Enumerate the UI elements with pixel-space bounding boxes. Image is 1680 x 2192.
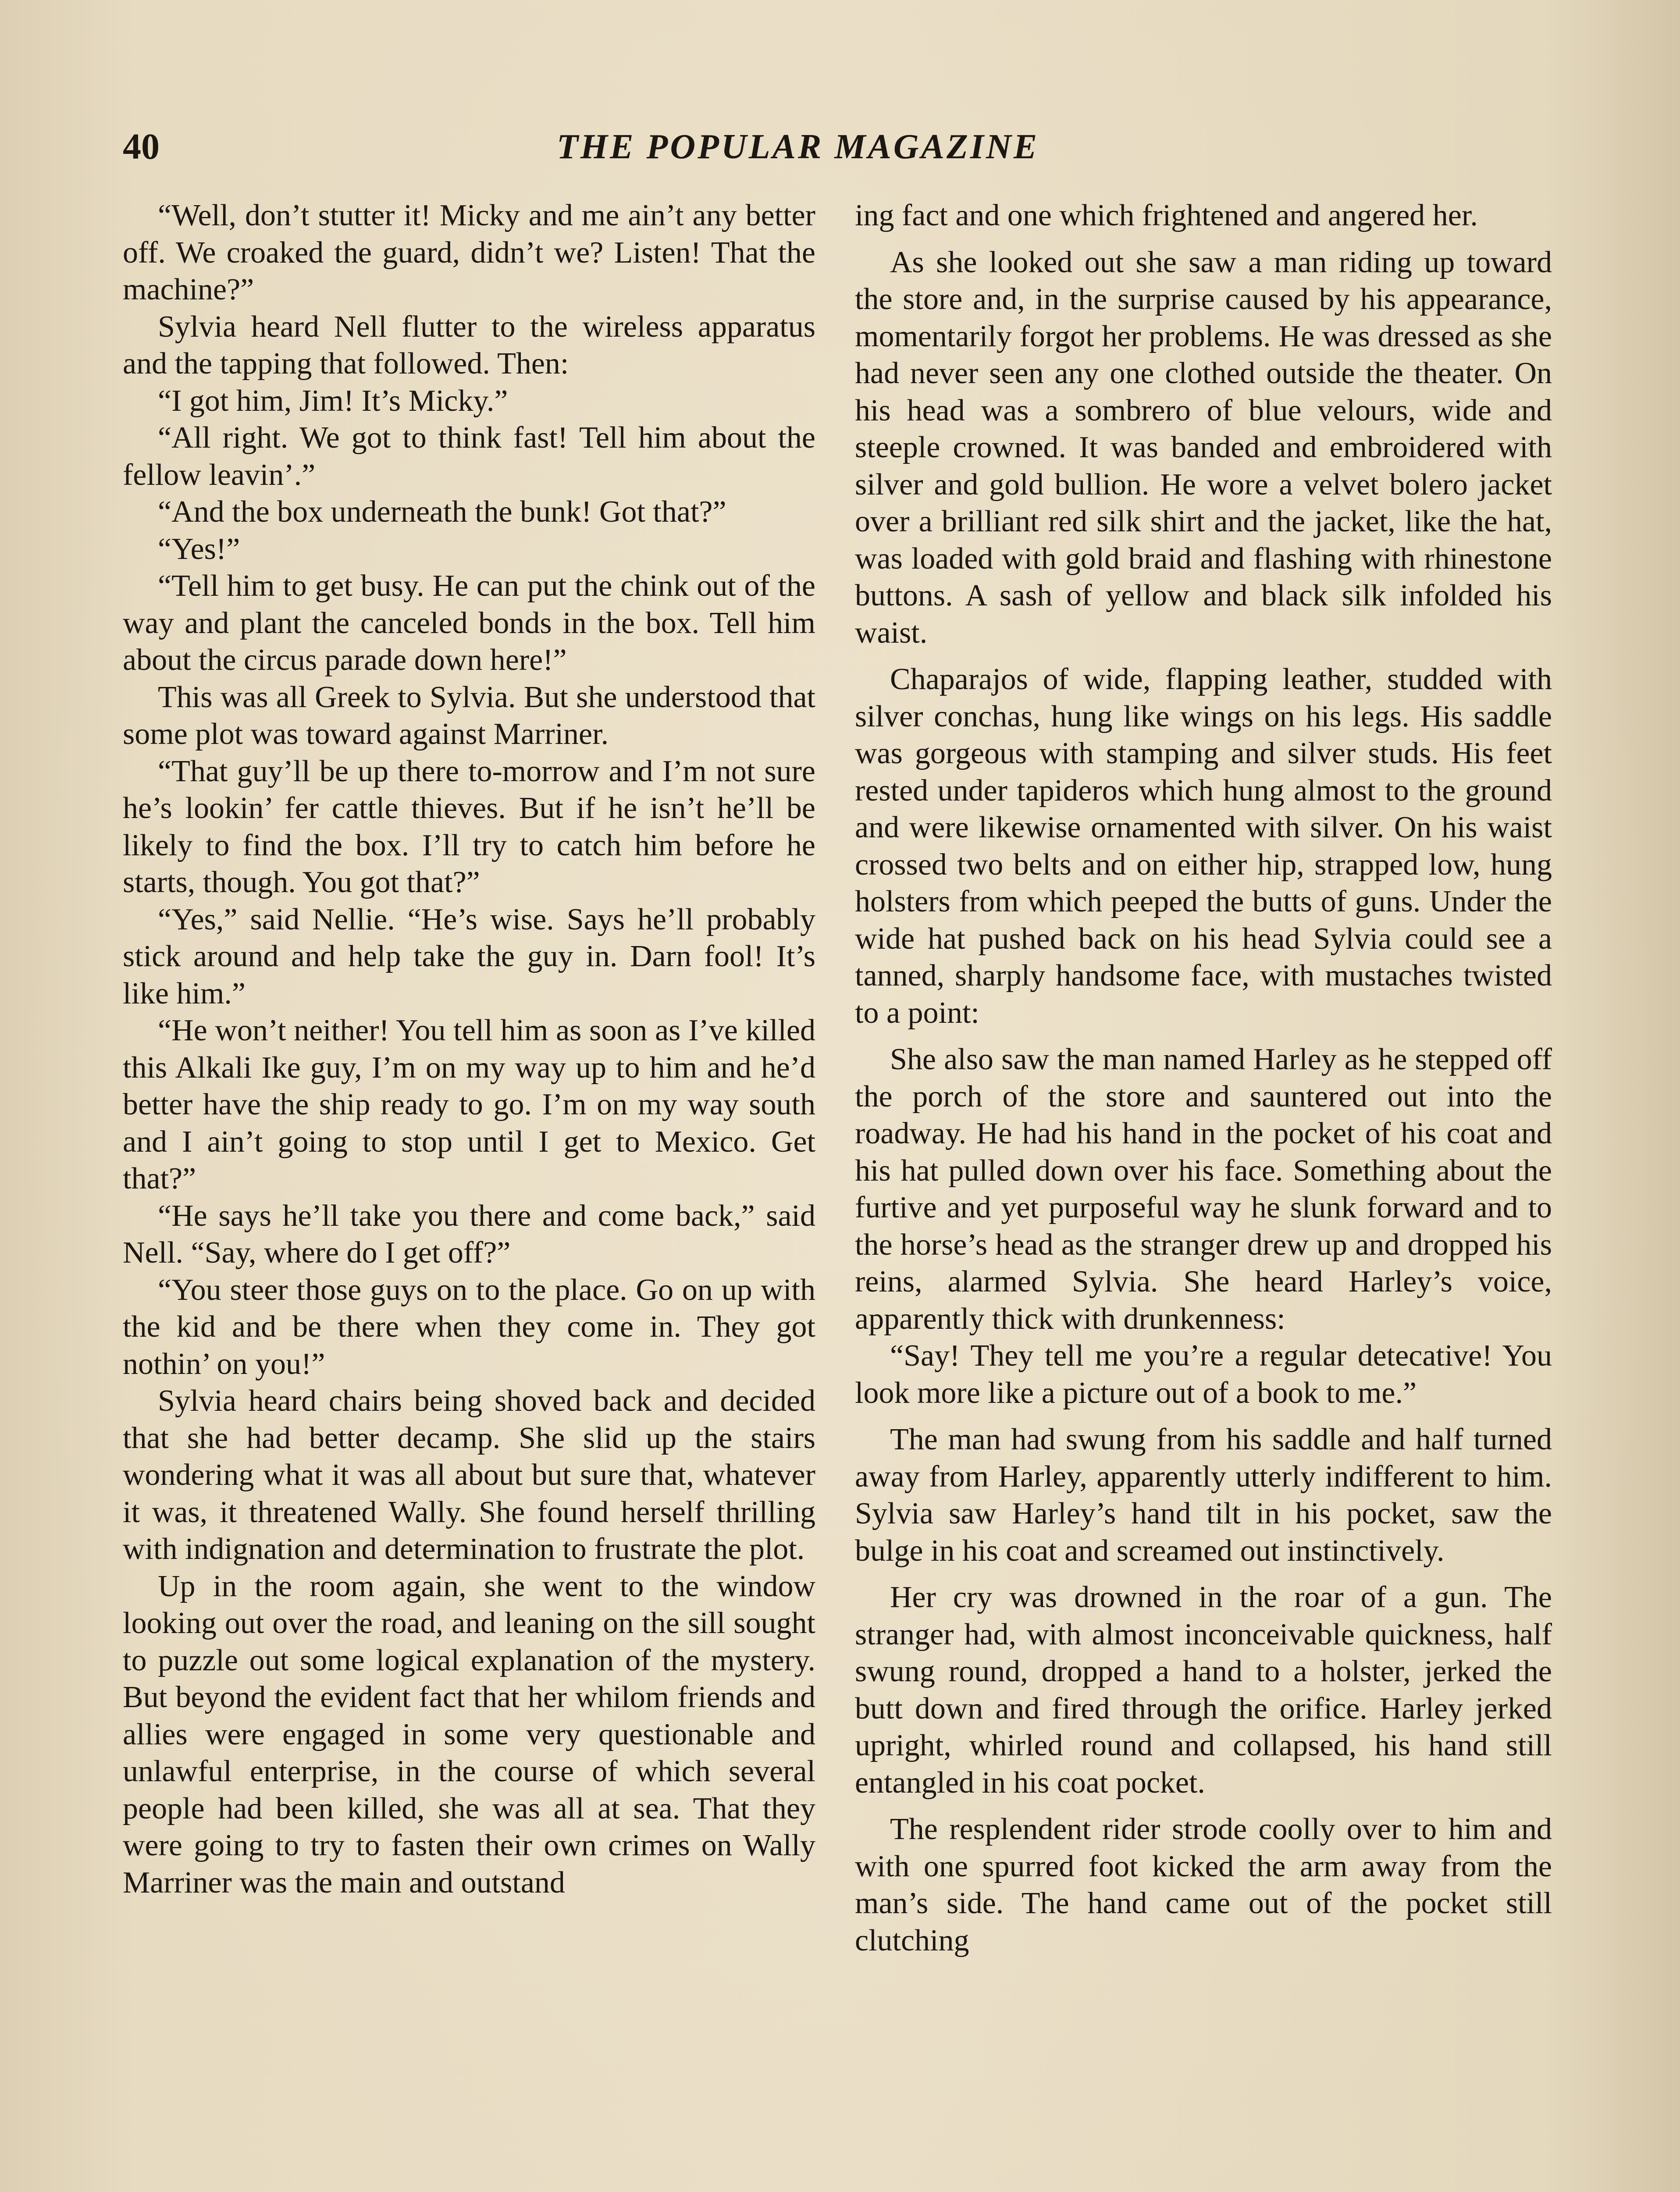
paragraph: The man had swung from his saddle and half turned away from Harley, apparently utterly indifferent to him. Sylvia saw Harley’s hand tilt in his pocket, saw the bulge in his coat and screamed out instinctively. (855, 1423, 1552, 1568)
paragraph: “Tell him to get busy. He can put the chink out of the way and plant the canceled bonds in the box. Tell him about the circus parade down here!” (123, 569, 815, 677)
page-number: 40 (123, 126, 160, 167)
paragraph: “Yes,” said Nellie. “He’s wise. Says he’ll probably stick around and help take the guy in. Darn fool! It’s like him.” (123, 902, 815, 1011)
paragraph-continued: ing fact and one which frightened and angered her. (855, 199, 1478, 232)
paragraph: Sylvia heard Nell flutter to the wireless apparatus and the tapping that followed. Then: (123, 310, 815, 381)
left-column (123, 197, 815, 1901)
paragraph: Sylvia heard chairs being shoved back and decided that she had better decamp. She slid up the stairs wondering what it was all about but sure that, whatever it was, it threatened Wally. She found herself thrilling with indignation and determination to frustrate the plot. (123, 1384, 815, 1566)
running-head: THE POPULAR MAGAZINE (557, 128, 1039, 166)
paragraph: As she looked out she saw a man riding up toward the store and, in the surprise caused by his appearance, momentarily forgot her problems. He was dressed as she had never seen any one clothed outside the theater. On his head was a sombrero of blue velours, wide and steeple crowned. It was banded and embroidered with silver and gold bullion. He wore a velvet bolero jacket over a brilliant red silk shirt and the jacket, like the hat, was loaded with gold braid and flashing with rhinestone buttons. A sash of yellow and black silk infolded his waist. (855, 245, 1552, 650)
paragraph: Up in the room again, she went to the window looking out over the road, and leaning on the sill sought to puzzle out some logical explanation of the mystery. But beyond the evident fact that her whilom friends and allies were engaged in some very questionable and unlawful enterprise, in the course of which several people had been killed, she was all at sea. That they were going to try to fasten their own crimes on Wally Marriner was the main and outstand (123, 1569, 815, 1900)
paragraph: “He won’t neither! You tell him as soon as I’ve killed this Alkali Ike guy, I’m on my way up to him and he’d better have the ship ready to go. I’m on my way south and I ain’t going to stop until I get to Mexico. Get that?” (123, 1014, 815, 1196)
paragraph: Chaparajos of wide, flapping leather, studded with silver conchas, hung like wings on his legs. His saddle was gorgeous with stamping and silver studs. His feet rested under tapideros which hung almost to the ground and were likewise ornamented with silver. On his waist crossed two belts and on either hip, strapped low, hung holsters from which peeped the butts of guns. Under the wide hat pushed back on his head Sylvia could see a tanned, sharply handsome face, with mustaches twisted to a point: (855, 662, 1552, 1030)
paragraph: The resplendent rider strode coolly over to him and with one spurred foot kicked the arm away from the man’s side. The hand came out of the pocket still clutching (855, 1812, 1552, 1957)
paragraph: Her cry was drowned in the roar of a gun. The stranger had, with almost inconceivable quickness, half swung round, dropped a hand to a holster, jerked the butt down and fired through the orifice. Harley jerked upright, whirled round and collapsed, his hand still entangled in his coat pocket. (855, 1580, 1552, 1800)
paragraph: She also saw the man named Harley as he stepped off the porch of the store and sauntered out into the roadway. He had his hand in the pocket of his coat and his hat pulled down over his face. Something about the furtive and yet purposeful way he slunk forward and to the horse’s head as the stranger drew up and dropped his reins, alarmed Sylvia. She heard Harley’s voice, apparently thick with drunkenness: (855, 1043, 1552, 1336)
paragraph: “I got him, Jim! It’s Micky.” (158, 384, 508, 418)
paragraph: “All right. We got to think fast! Tell him about the fellow leavin’.” (123, 421, 815, 492)
paragraph: “Say! They tell me you’re a regular detecative! You look more like a picture out of a book to me.” (855, 1339, 1552, 1410)
page-header (123, 118, 1561, 175)
paragraph: “That guy’ll be up there to-morrow and I’m not sure he’s lookin’ fer cattle thieves. But if he isn’t he’ll be likely to find the box. I’ll try to catch him before he starts, though. You got that?” (123, 754, 815, 899)
paragraph: “Yes!” (158, 532, 240, 566)
paragraph: “You steer those guys on to the place. Go on up with the kid and be there when they come in. They got nothin’ on you!” (123, 1273, 815, 1381)
paragraph: “And the box underneath the bunk! Got that?” (158, 495, 726, 529)
paragraph: “Well, don’t stutter it! Micky and me ain’t any better off. We croaked the guard, didn’t we? Listen! That the machine?” (123, 199, 815, 306)
paragraph: “He says he’ll take you there and come back,” said Nell. “Say, where do I get off?” (123, 1199, 815, 1270)
paragraph: This was all Greek to Sylvia. But she understood that some plot was toward against Marriner. (123, 680, 815, 751)
right-column (855, 197, 1552, 1959)
